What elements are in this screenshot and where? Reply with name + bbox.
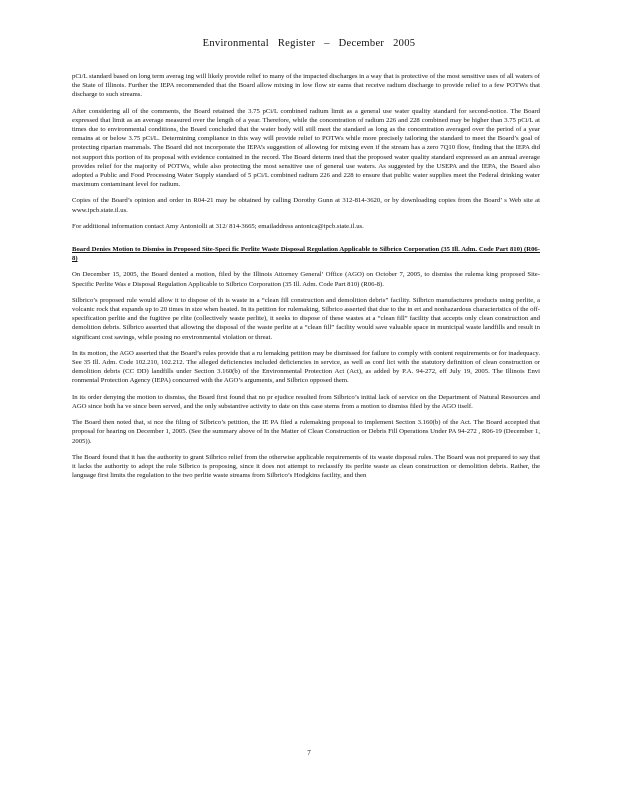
body-paragraph: Copies of the Board’s opinion and order in R04-21 may be obtained by calling Dorothy Gunn at 312-814-3620, or by downloading copies from the Board’ s Web site at www.ipcb.state.il.us. [72, 197, 540, 214]
section-heading: Board Denies Motion to Dismiss in Proposed Site-Speci fic Perlite Waste Disposal Regulation Applicable to Silbrico Corporation (35 Ill. Adm. Code Part 810) (R06-8) [72, 246, 540, 263]
section-paragraph: In its motion, the AGO asserted that the Board’s rules provide that a ru lemaking petition may be dismissed for failure to comply with content requirements or for inadequacy. See 35 Ill. Adm. Code 102.210, 102.212. The alleged deficiencies included deficiencies in service, as well as conf lict with the statutory definition of clean construction or demolition debris (CC DD) landfills under Section 3.160(b) of the Environmental Protection Act (Act), as added by P.A. 94-272, eff July 19, 2005. The Illinois Envi ronmental Protection Agency (IEPA) concurred with the AGO’s arguments, and Silbrico opposed them. [72, 349, 540, 385]
section-paragraph: In its order denying the motion to dismiss, the Board first found that no pr ejudice resulted from Silbrico’s initial lack of service on the Department of Natural Resources and AGO since both ha ve since been served, and the only substantive activity to date on this case stems from a motion to dismiss filed by the AGO itself. [72, 393, 540, 410]
page-header: Environmental Register – December 2005 [202, 38, 416, 49]
section-paragraph: The Board found that it has the authority to grant Silbrico relief from the otherwise applicable requirements of its waste disposal rules. The Board was not prepared to say that it lacks the authority to adopt the rule Silbrico is proposing, since it does not attempt to reclassify its perlite waste as clean construction or demolition debris. Rather, the language first limits the regulation to the two perlite waste streams from Silbrico’s Hodgkins facility, and then [72, 453, 540, 480]
section-paragraph: On December 15, 2005, the Board denied a motion, filed by the Illinois Attorney General’ Office (AGO) on October 7, 2005, to dismiss the rulema king proposed Site-Specific Perlite Was e Disposal Regulation Applicable to Silbrico Corporation (35 Ill. Adm. Code Part 810) (R06-8). [72, 271, 540, 288]
section-paragraph: Silbrico’s proposed rule would allow it to dispose of th is waste in a “clean fill construction and demolition debris” facility. Silbrico manufactures products using perlite, a volcanic rock that expands up to 20 times in size when heated. In its petition for rulemaking, Silbrico asserted that due to the in ert and nonhazardous characteristics of the off-specification perlite and the fugitive pe rlite (collectively waste perlite), it seeks to dispose of these wastes at a “clean fill” facility that accepts only clean construction and demolition debris. Silbrico asserted that allowing the disposal of the waste perlite at a “clean fill” facility would save valuable space in municipal waste landfills and result in significant cost savings, while posing no environmental violation or threat. [72, 296, 540, 341]
page-number: 7 [307, 749, 311, 757]
section-paragraph: The Board then noted that, si nce the filing of Silbrico’s petition, the IE PA filed a rulemaking proposal to implement Section 3.160(b) of the Act. The Board accepted that proposal for hearing on December 1, 2005. (See the summary above of In the Matter of Clean Construction or Debris Fill Operations Under PA 94-272 , R06-19 (December 1, 2005)). [72, 419, 540, 445]
body-paragraph: pCi/L standard based on long term averag ing will likely provide relief to many of the impacted discharges in a way that is protective of the most sensitive uses of all waters of the State of Illinois. Further the IEPA recommended that the Board allow mixing in low flow str eams that receive radium discharge to provide relief to a few POTWs that discharge to such streams. [72, 73, 541, 99]
body-paragraph: For additional information contact Amy Antoniolli at 312/ 814-3665; emailaddress antonica@ipcb.state.il.us. [72, 222, 364, 230]
document-body [72, 72, 540, 487]
body-paragraph: After considering all of the comments, the Board retained the 3.75 pCi/L combined radium limit as a general use water quality standard for second-notice. The Board expressed that limit as an average measured over the length of a year. Therefore, while the concentration of radium 226 and 228 combined may be higher than 3.75 pCi/L at times due to environmental conditions, the Board concluded that the water body will still meet the standard as long as the concentration averaged over the period of a year remains at or below 3.75 pCi/L. Determining compliance in this way will provide relief to POTWs while more precisely tailoring the standard to meet the Board’s goal of protecting riparian mammals. The Board did not incorporate the IEPA’s suggestion of allowing for mixing even if the stream has a zero 7Q10 flow, finding that the IEPA did not support this portion of its proposal with evidence contained in the record. The Board determ ined that the proposed water quality standard expressed as an annual average provides relief for the majority of POTWs, while also protecting the most sensitive use of general use waters. As suggested by the USEPA and the IEPA, the Board also adopted a Public and Food Processing Water Supply standard of 5 pCi/L combined radium 226 and 228 to ensure that public water supplies meet the Federal drinking water maximum contaminant level for radium. [72, 107, 540, 189]
